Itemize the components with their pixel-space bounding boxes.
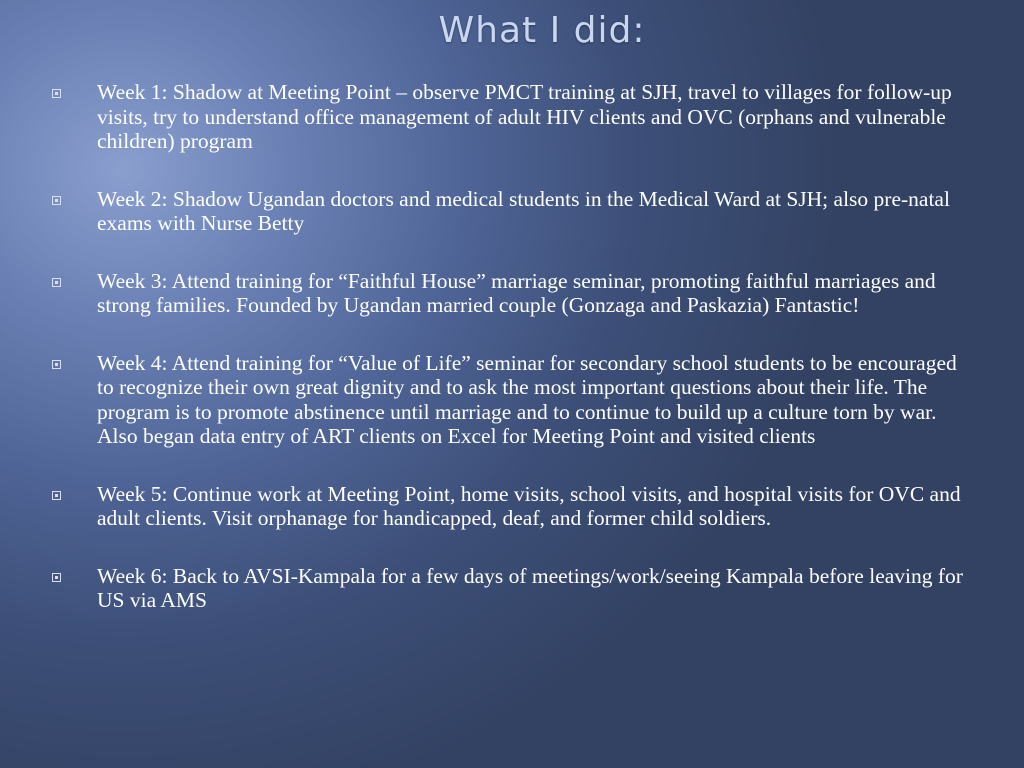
bullet-item-week-1 bbox=[50, 80, 965, 154]
bullet-text: Week 3: Attend training for “Faithful House” marriage seminar, promoting faithful marriages and strong families. Founded by Ugandan married couple (Gonzaga and Paskazia) Fantastic! bbox=[97, 268, 936, 317]
bullet-item-week-4 bbox=[50, 351, 965, 449]
square-bullet-icon bbox=[52, 196, 61, 205]
square-bullet-icon bbox=[52, 278, 61, 287]
square-bullet-icon bbox=[52, 491, 61, 500]
bullet-item-week-6 bbox=[50, 564, 965, 613]
slide-title: What I did: bbox=[438, 10, 646, 51]
bullet-list bbox=[50, 80, 965, 646]
square-bullet-icon bbox=[52, 89, 61, 98]
bullet-text: Week 4: Attend training for “Value of Life” seminar for secondary school students to be encouraged to recognize their own great dignity and to ask the most important questions about their life. The program is to promote abstinence until marriage and to continue to build up a culture torn by war. Also began data entry of ART clients on Excel for Meeting Point and visited clients bbox=[97, 350, 957, 448]
bullet-text: Week 5: Continue work at Meeting Point, home visits, school visits, and hospital visits for OVC and adult clients. Visit orphanage for handicapped, deaf, and former child soldiers. bbox=[97, 481, 961, 530]
bullet-item-week-2 bbox=[50, 187, 965, 236]
bullet-item-week-3 bbox=[50, 269, 965, 318]
bullet-text: Week 1: Shadow at Meeting Point – observe PMCT training at SJH, travel to villages for follow-up visits, try to understand office management of adult HIV clients and OVC (orphans and vulnerable children) program bbox=[97, 80, 952, 153]
square-bullet-icon bbox=[52, 573, 61, 582]
bullet-item-week-5 bbox=[50, 482, 965, 531]
bullet-text: Week 6: Back to AVSI-Kampala for a few days of meetings/work/seeing Kampala before leaving for US via AMS bbox=[97, 563, 963, 612]
square-bullet-icon bbox=[52, 360, 61, 369]
bullet-text: Week 2: Shadow Ugandan doctors and medical students in the Medical Ward at SJH; also pre-natal exams with Nurse Betty bbox=[97, 186, 950, 235]
